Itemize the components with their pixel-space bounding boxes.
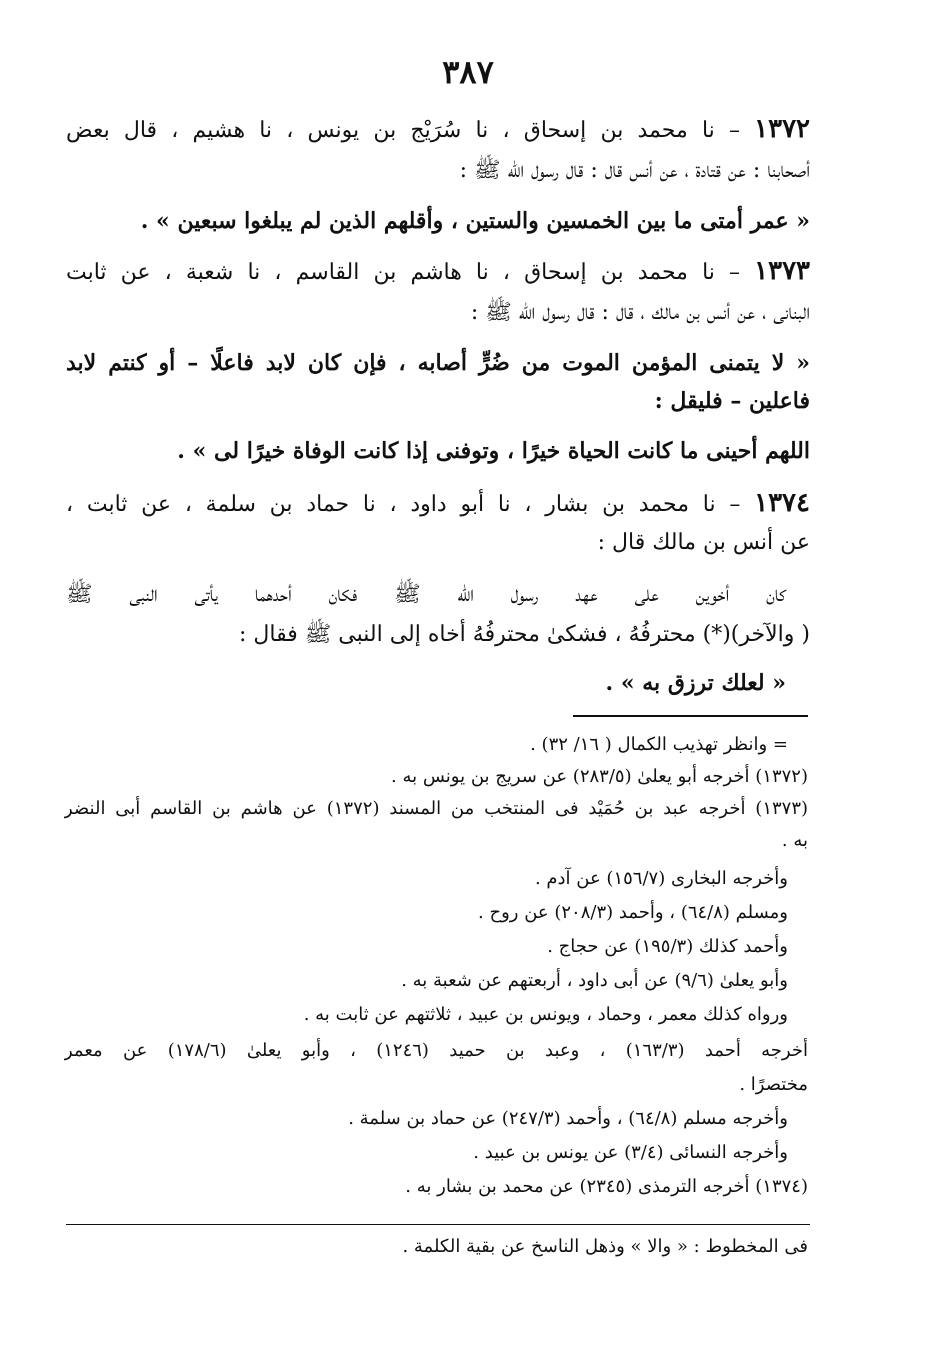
hadith-1372-isnad-line1 <box>66 112 810 148</box>
hadith-1374-isnad-line2: عن أنس بن مالك قال : <box>597 530 810 555</box>
page-number: ٣٨٧ <box>442 53 494 91</box>
hadith-1373-matn-line3: اللهم أحينى ما كانت الحياة خيرًا ، وتوفنى إذا كانت الوفاة خيرًا لى » . <box>177 438 810 464</box>
footnote-line: وأبو يعلىٰ (٩/٦) عن أبى داود ، أربعتهم عن شعبة به . <box>401 970 788 991</box>
hadith-1373-isnad-line2: البنانى ، عن أنس بن مالك ، قال : قال رسول الله ﷺ : <box>470 300 810 325</box>
footnote-line: وأخرجه النسائى (٣/٤) عن يونس بن عبيد . <box>473 1142 788 1163</box>
footnote-line: وأحمد كذلك (١٩٥/٣) عن حجاج . <box>547 936 788 957</box>
hadith-1374-isnad-line1 <box>66 486 810 522</box>
footnote-line: ورواه كذلك معمر ، وحماد ، ويونس بن عبيد ، ثلاثتهم عن ثابت به . <box>303 1004 788 1025</box>
note-separator <box>66 1224 810 1225</box>
isnad-text: – نا محمد بن إسحاق ، نا هاشم بن القاسم ، نا شعبة ، عن ثابت <box>66 260 741 285</box>
footnote-line: وأخرجه البخارى (١٥٦/٧) عن آدم . <box>534 868 788 889</box>
footnote-line: (١٣٧٤) أخرجه الترمذى (٢٣٤٥) عن محمد بن بشار به . <box>405 1176 808 1197</box>
footnote-line: = وانظر تهذيب الكمال ( ١٦/ ٣٢) . <box>530 734 788 755</box>
hadith-1374-matn: « لعلك ترزق به » . <box>605 670 786 696</box>
footnote-separator <box>573 715 808 717</box>
footnote-line: ومسلم (٦٤/٨) ، وأحمد (٢٠٨/٣) عن روح . <box>478 902 788 923</box>
hadith-1373-matn-line2: فاعلين – فليقل : <box>654 388 810 414</box>
hadith-number: ١٣٧٤ <box>754 488 810 518</box>
isnad-text: – نا محمد بن إسحاق ، نا سُرَيْج بن يونس ، نا هشيم ، قال بعض <box>66 118 740 143</box>
manuscript-note: فى المخطوط : « والا » وذهل الناسخ عن بقية الكلمة . <box>402 1236 808 1257</box>
hadith-1374-text-line1: كان أخوين على عهد رسول الله ﷺ فكان أحدهما يأتى النبى ﷺ <box>66 582 786 607</box>
footnote-line: (١٣٧٢) أخرجه أبو يعلىٰ (٢٨٣/٥) عن سريج بن يونس به . <box>391 766 808 787</box>
hadith-1372-isnad-line2: أصحابنا : عن قتادة ، عن أنس قال : قال رسول الله ﷺ : <box>459 158 810 183</box>
hadith-1373-isnad-line1 <box>66 254 810 290</box>
footnote-line: مختصرًا . <box>739 1074 808 1095</box>
footnote-line: (١٣٧٣) أخرجه عبد بن حُمَيْد فى المنتخب من المسند (١٣٧٢) عن هاشم بن القاسم أبى النضر <box>64 798 808 819</box>
hadith-1372-matn: « عمر أمتى ما بين الخمسين والستين ، وأقلهم الذين لم يبلغوا سبعين » . <box>140 208 810 234</box>
footnote-line: أخرجه أحمد (١٦٣/٣) ، وعبد بن حميد (١٢٤٦) ، وأبو يعلىٰ (١٧٨/٦) عن معمر <box>64 1040 808 1061</box>
hadith-number: ١٣٧٣ <box>754 256 810 286</box>
footnote-line: به . <box>781 830 808 851</box>
isnad-text: – نا محمد بن بشار ، نا أبو داود ، نا حماد بن سلمة ، عن ثابت ، <box>66 492 741 517</box>
hadith-1373-matn-line1: « لا يتمنى المؤمن الموت من ضُرٍّ أصابه ، فإن كان لابد فاعلًا – أو كنتم لابد <box>66 350 810 376</box>
footnote-line: وأخرجه مسلم (٦٤/٨) ، وأحمد (٢٤٧/٣) عن حماد بن سلمة . <box>348 1108 788 1129</box>
hadith-number: ١٣٧٢ <box>754 114 810 144</box>
hadith-1374-text-line2: ( والآخر)(*) محترفُهُ ، فشكىٰ محترفُهُ أخاه إلى النبى ﷺ فقال : <box>238 622 810 647</box>
